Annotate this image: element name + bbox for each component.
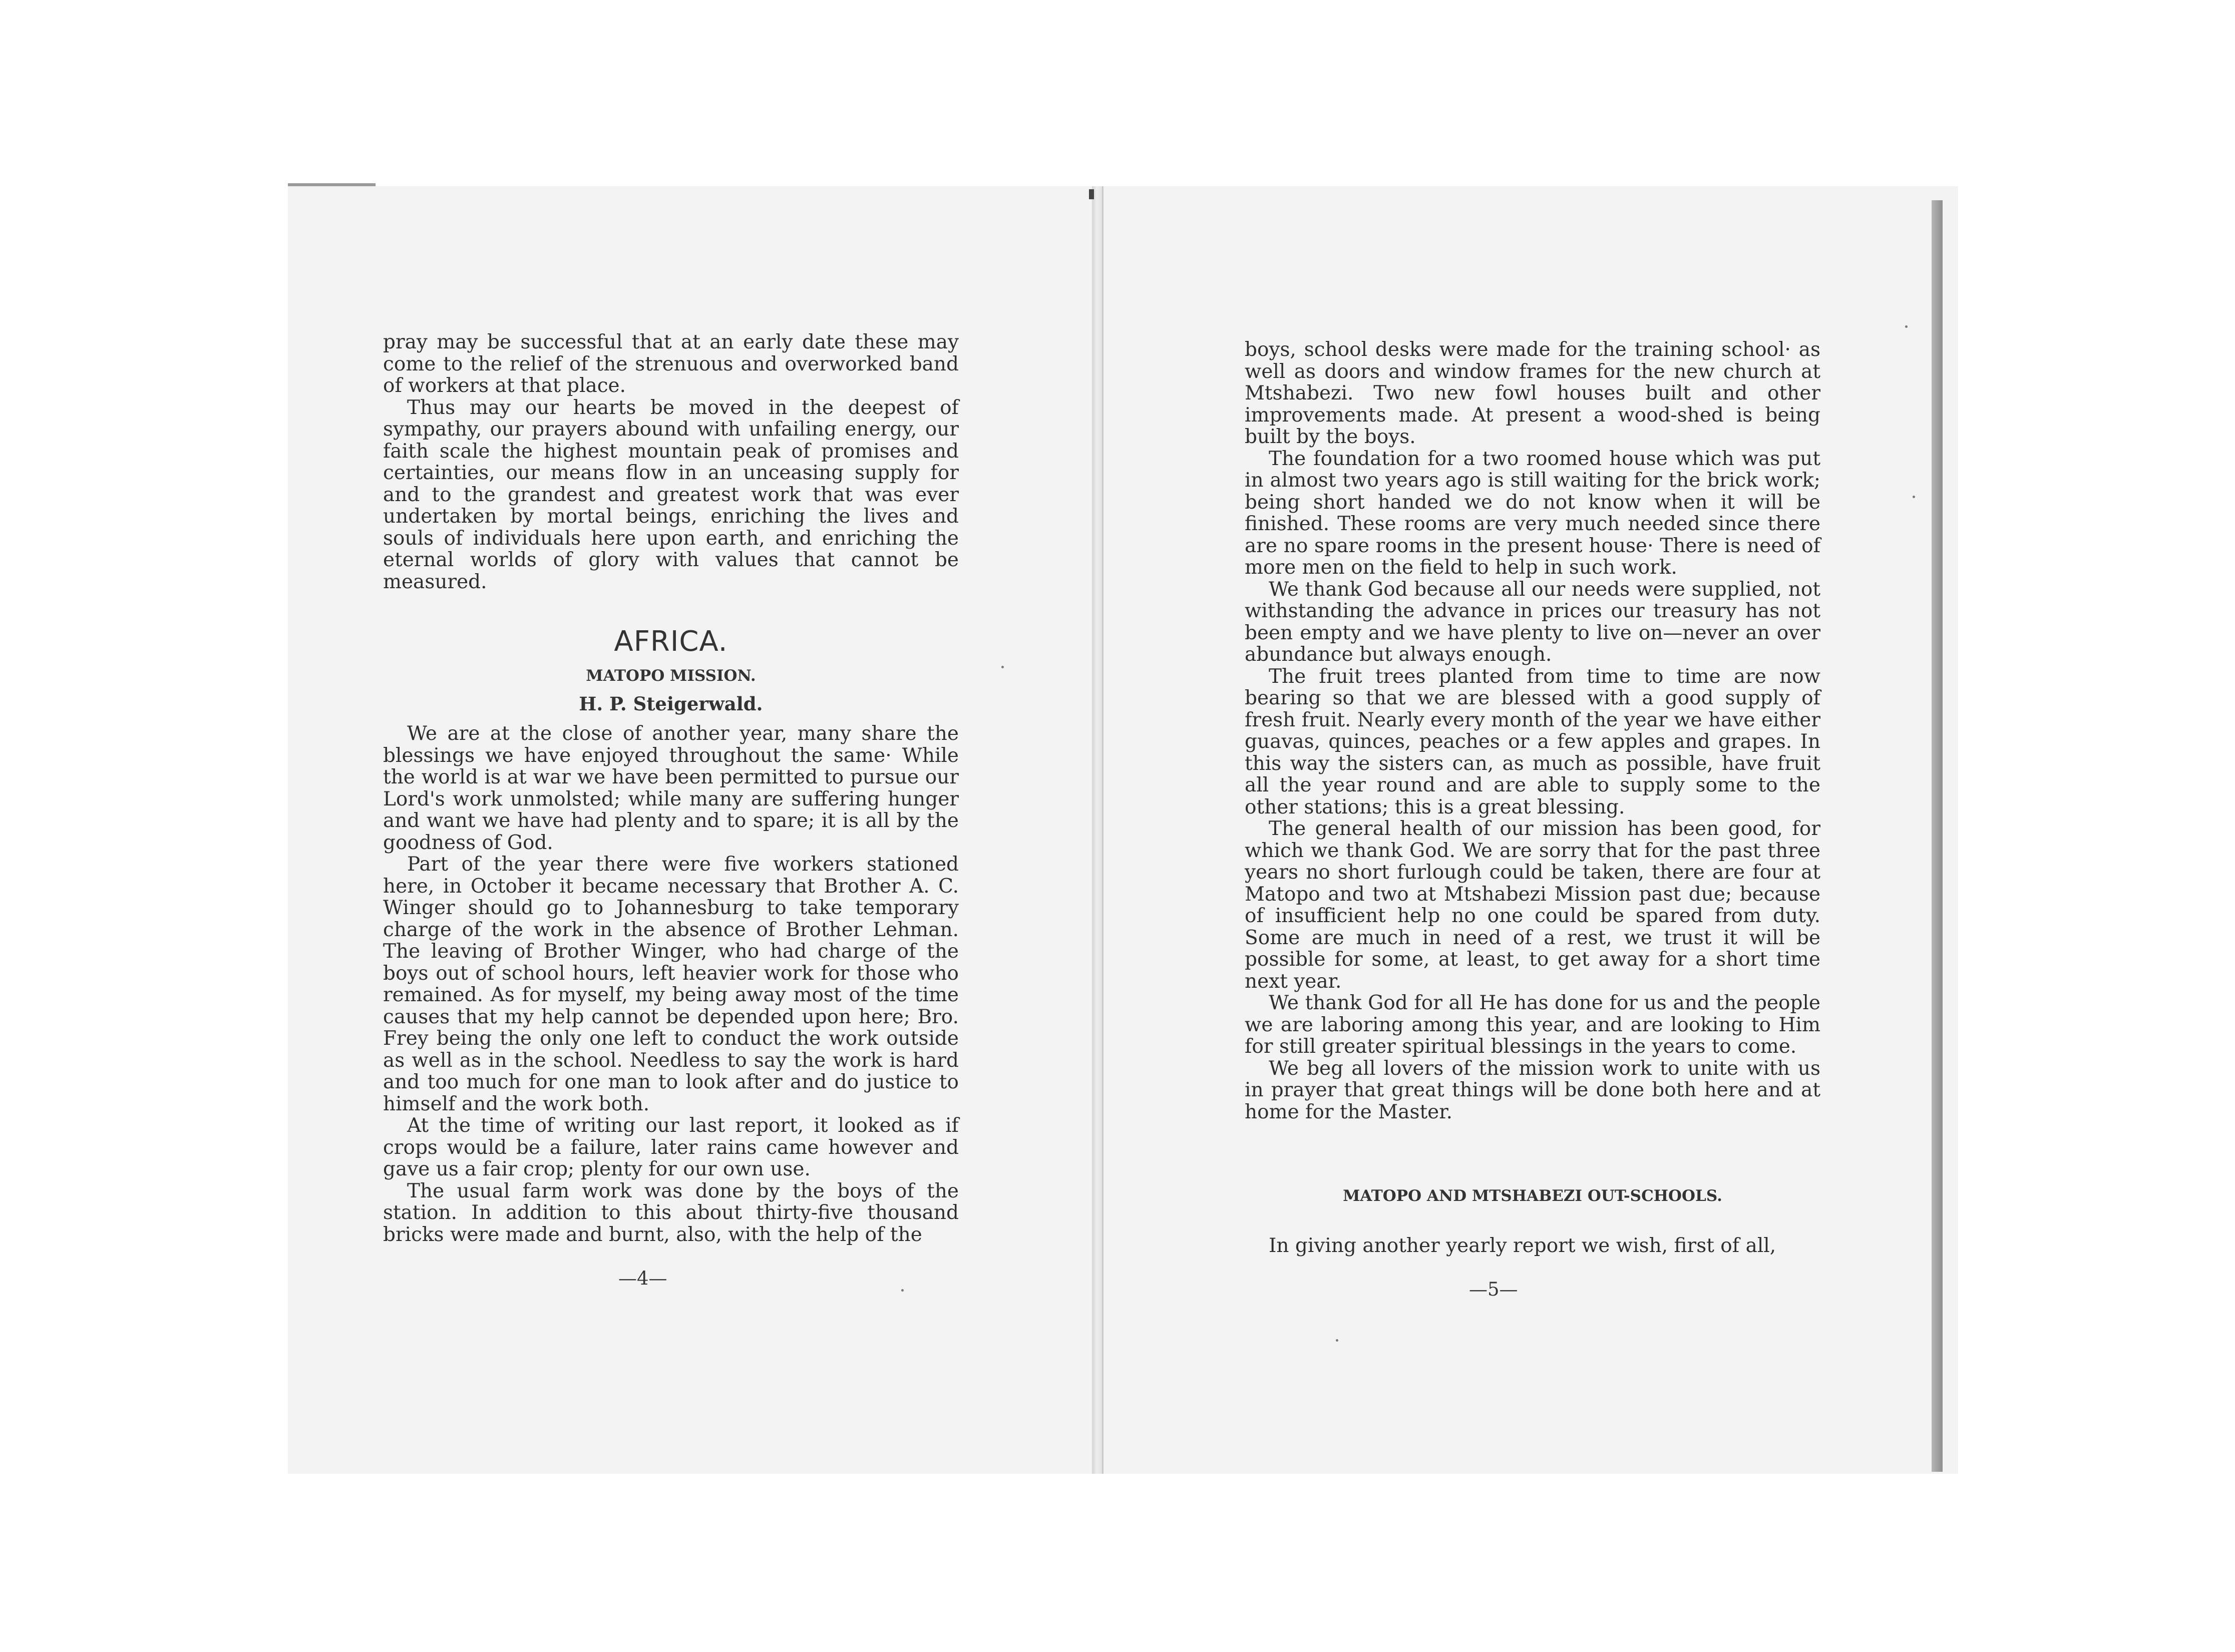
section-title-africa: AFRICA. xyxy=(614,625,728,658)
gutter-mark xyxy=(1089,189,1094,199)
page-edge-shadow xyxy=(1932,200,1943,1472)
right-page xyxy=(1102,186,1958,1474)
matopo-mission-heading: MATOPO MISSION. xyxy=(586,667,756,685)
left-text-column xyxy=(383,331,959,1246)
out-schools-heading: MATOPO AND MTSHABEZI OUT-SCHOOLS. xyxy=(1343,1187,1722,1205)
body-paragraph: We thank God because all our needs were supplied, not withstanding the advance in prices our treasury has not been empty and we have plenty to live on—never an over abundance but always enough. xyxy=(1245,578,1820,666)
book-gutter xyxy=(1093,186,1102,1474)
body-paragraph: At the time of writing our last report, it looked as if crops would be a failure, later rains came however and gave us a fair crop; plenty for our own use. xyxy=(383,1114,959,1180)
body-paragraph: We are at the close of another year, many share the blessings we have enjoyed throughout the same· While the world is at war we have been permitted to pursue our Lord's work unmolsted; while many are suffering hunger and want we have had plenty and to spare; it is all by the goodness of God. xyxy=(383,722,959,854)
page-number-right: —5— xyxy=(1469,1279,1518,1300)
body-paragraph: The general health of our mission has been good, for which we thank God. We are sorry that for the past three years no short furlough could be taken, there are four at Matopo and two at Mtshabezi Mission past due; because of insufficient help no one could be spared from duty. Some are much in need of a rest, we trust it will be possible for some, at least, to get away for a short time next year. xyxy=(1245,817,1820,993)
body-paragraph: We thank God for all He has done for us and the people we are laboring among this year, and are looking to Him for still greater spiritual blessings in the years to come. xyxy=(1245,992,1820,1058)
dust-speck xyxy=(901,1289,904,1292)
dust-speck xyxy=(1001,666,1004,668)
body-paragraph: The foundation for a two roomed house which was put in almost two years ago is still waiting for the brick work; being short handed we do not know when it will be finished. These rooms are very much needed since there are no spare rooms in the present house· There is need of more men on the field to help in such work. xyxy=(1245,447,1820,579)
closing-line: In giving another yearly report we wish, first of all, xyxy=(1269,1234,1776,1257)
author-byline: H. P. Steigerwald. xyxy=(579,693,763,715)
page-number-left: —4— xyxy=(618,1268,667,1289)
dust-speck xyxy=(1336,1339,1338,1342)
top-edge-mark xyxy=(288,183,376,186)
left-paragraph-2: Thus may our hearts be moved in the deepest of sympathy, our prayers abound with unfailing energy, our faith scale the highest mountain peak of promises and certainties, our means flow in an unceasing supply for and to the grandest and greatest work that was ever undertaken by mortal beings, enriching the lives and souls of individuals here upon earth, and enriching the eternal worlds of glory with values that cannot be measured. xyxy=(383,396,959,593)
right-text-column xyxy=(1245,339,1820,1257)
body-paragraph: boys, school desks were made for the training school· as well as doors and window frames for the new church at Mtshabezi. Two new fowl houses built and other improvements made. At present a wood-shed is being built by the boys. xyxy=(1245,338,1820,448)
dust-speck xyxy=(1913,496,1915,498)
body-paragraph: The fruit trees planted from time to time are now bearing so that we are blessed with a good supply of fresh fruit. Nearly every month of the year we have either guavas, quinces, peaches or a few apples and grapes. In this way the sisters can, as much as possible, have fruit all the year round and are able to supply some to the other stations; this is a great blessing. xyxy=(1245,665,1820,818)
dust-speck xyxy=(1905,325,1908,328)
left-paragraph-1: pray may be successful that at an early date these may come to the relief of the strenuous and overworked band of workers at that place. xyxy=(383,331,959,397)
body-paragraph: We beg all lovers of the mission work to unite with us in prayer that great things will be done both here and at home for the Master. xyxy=(1245,1057,1820,1123)
body-paragraph: The usual farm work was done by the boys of the station. In addition to this about thirty-five thousand bricks were made and burnt, also, with the help of the xyxy=(383,1179,959,1246)
body-paragraph: Part of the year there were five workers stationed here, in October it became necessary that Brother A. C. Winger should go to Johannesburg to take temporary charge of the work in the absence of Brother Lehman. The leaving of Brother Winger, who had charge of the boys out of school hours, left heavier work for those who remained. As for myself, my being away most of the time causes that my help cannot be depended upon here; Bro. Frey being the only one left to conduct the work outside as well as in the school. Needless to say the work is hard and too much for one man to look after and do justice to himself and the work both. xyxy=(383,853,959,1115)
left-page xyxy=(288,186,1093,1474)
